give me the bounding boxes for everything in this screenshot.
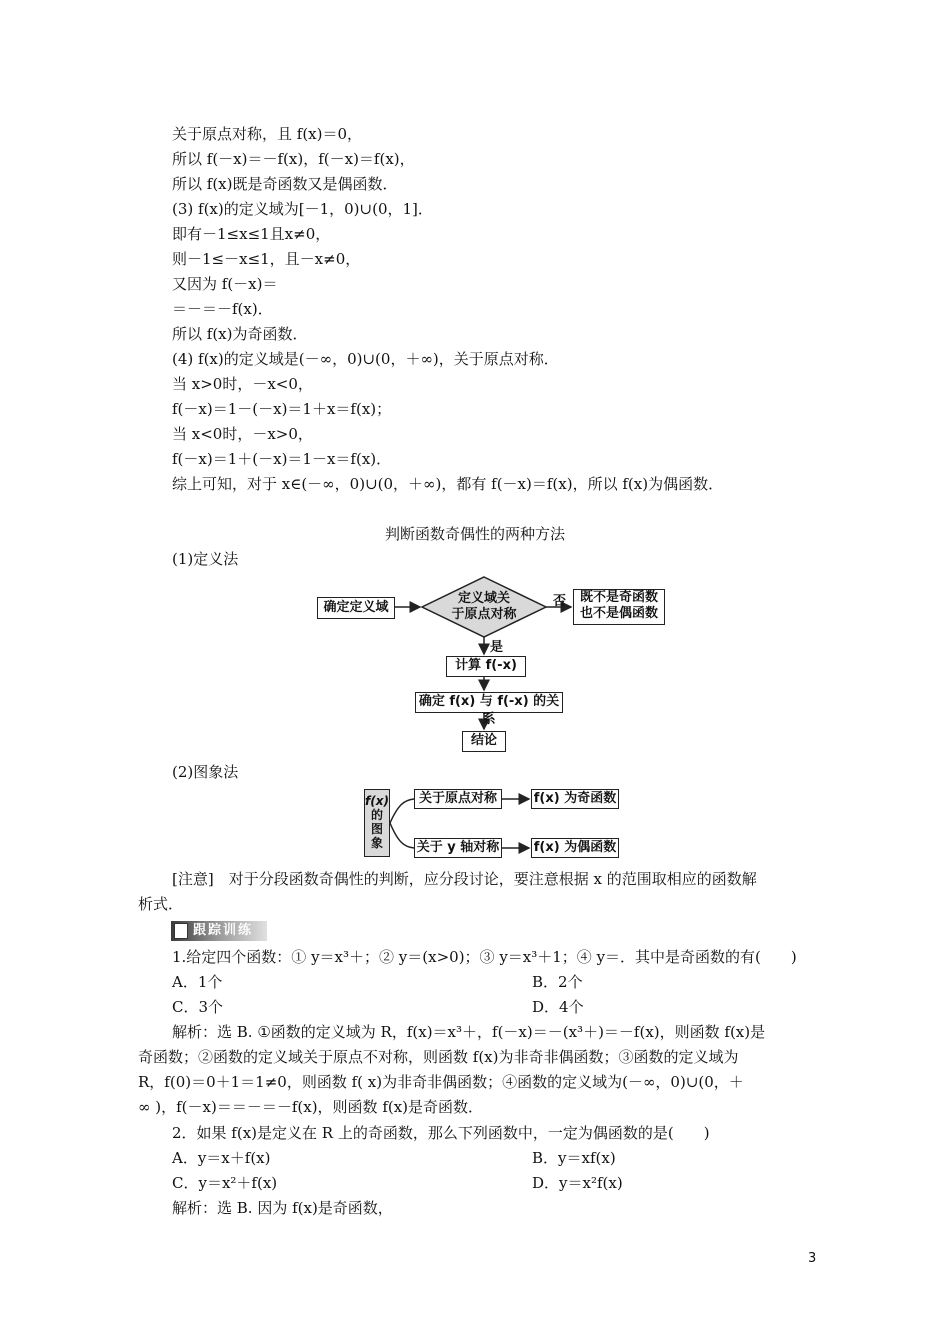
solution-line: ∞ )，f(－x)＝＝－＝－f(x)，则函数 f(x)是奇函数． [138,1098,484,1116]
option-d: D．4个 [532,998,584,1016]
root-line: 图 [370,822,383,836]
start-box: 确定定义域 [317,597,395,619]
text-line: 即有－1≤x≤1且x≠0， [172,225,331,243]
result-even-box: f(x) 为偶函数 [531,838,619,858]
question-stem: 1.给定四个函数：① y＝x³＋；② y＝(x>0)；③ y＝x³＋1；④ y＝．其中是奇函数的有( ) [172,948,797,966]
text-line: 所以 f(x)为奇函数． [172,325,308,343]
decision-line: 于原点对称 [451,607,517,622]
no-result-line: 也不是偶函数 [579,606,658,621]
text-line: 综上可知，对于 x∈(－∞，0)∪(0，＋∞)，都有 f(－x)＝f(x)，所以 f(x)为偶函数． [172,475,724,493]
no-result-box [573,589,665,625]
method-definition-label: (1)定义法 [172,550,239,568]
solution-line: 解析：选 B. ①函数的定义域为 R，f(x)＝x³＋，f(－x)＝－(x³＋)＝－f(x)，则函数 f(x)是 [172,1023,766,1041]
text-line: 则－1≤－x≤1，且－x≠0， [172,250,361,268]
text-line: 所以 f(－x)＝－f(x)，f(－x)＝f(x)， [172,150,415,168]
option-a: A．y＝x＋f(x) [172,1149,271,1167]
compute-box: 计算 f(-x) [446,656,526,677]
graph-root-box [364,789,390,857]
option-a: A．1个 [172,973,223,991]
text-line: f(－x)＝1＋(－x)＝1－x＝f(x)． [172,450,392,468]
result-odd-box: f(x) 为奇函数 [531,789,619,809]
branch-origin-box: 关于原点对称 [414,789,502,809]
text-line: 又因为 f(－x)＝ [172,275,278,293]
text-line: 当 x>0时，－x<0， [172,375,313,393]
question-stem: 2．如果 f(x)是定义在 R 上的奇函数，那么下列函数中，一定为偶函数的是( ) [172,1124,710,1142]
decision-text [446,591,522,623]
method-image-label: (2)图象法 [172,763,239,781]
text-line: 所以 f(x)既是奇函数又是偶函数． [172,175,398,193]
solution-line: 奇函数；②函数的定义域关于原点不对称，则函数 f(x)为非奇非偶函数；③函数的定义域为 [138,1048,739,1066]
text-line: f(－x)＝1－(－x)＝1＋x＝f(x)； [172,400,392,418]
option-b: B．2个 [532,973,583,991]
no-result-line: 既不是奇函数 [579,590,658,605]
note-line: 析式． [138,895,184,913]
no-label: 否 [553,594,567,609]
text-line: (4) f(x)的定义域是(－∞，0)∪(0，＋∞)，关于原点对称． [172,350,559,368]
notebook-icon [174,923,188,939]
option-c: C．y＝x²＋f(x) [172,1174,278,1192]
solution-line: 解析：选 B. 因为 f(x)是奇函数， [172,1199,393,1217]
text-line: ＝－＝－f(x)． [172,300,273,318]
option-d: D．y＝x²f(x) [532,1174,623,1192]
conclusion-box: 结论 [462,731,506,752]
section-title: 判断函数奇偶性的两种方法 [384,525,565,543]
text-line: 关于原点对称，且 f(x)＝0， [172,125,363,143]
solution-line: R，f(0)＝0＋1＝1≠0，则函数 f( x)为非奇非偶函数；④函数的定义域为(－∞，0)∪(0，＋ [138,1073,744,1091]
root-line: f(x) [365,794,389,808]
root-line: 象 [370,836,383,850]
text-line: (3) f(x)的定义域为[－1，0)∪(0，1]． [172,200,433,218]
relation-box: 确定 f(x) 与 f(-x) 的关系 [415,692,563,713]
practice-badge: 跟踪训练 [171,921,267,941]
yes-label: 是 [490,640,504,655]
branch-yaxis-box: 关于 y 轴对称 [414,838,502,858]
note-line: [注意] 对于分段函数奇偶性的判断，应分段讨论，要注意根据 x 的范围取相应的函数解 [172,870,757,888]
decision-line: 定义域关 [457,591,510,606]
root-line: 的 [370,808,383,822]
option-c: C．3个 [172,998,224,1016]
option-b: B．y＝xf(x) [532,1149,616,1167]
page-number: 3 [808,1251,817,1266]
text-line: 当 x<0时，－x>0， [172,425,313,443]
